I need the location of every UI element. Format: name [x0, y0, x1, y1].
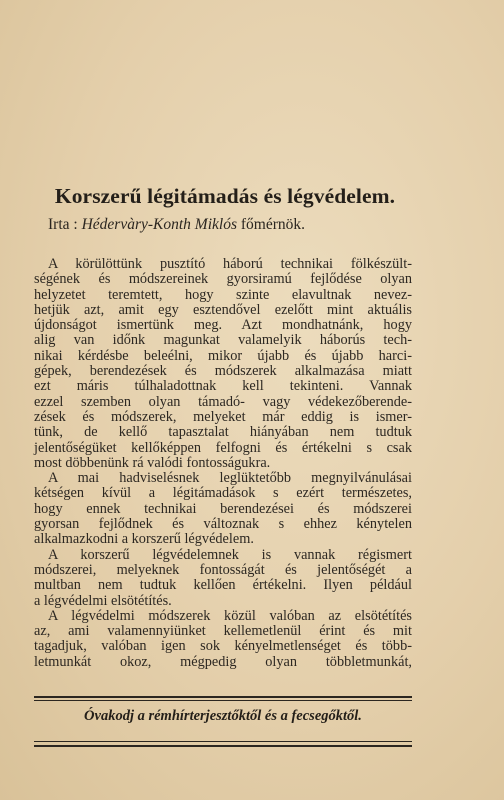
footer-rule-bottom-thin: [34, 741, 412, 742]
byline: [48, 216, 438, 234]
paragraph-line: jelentőségüket kellőképpen felfogni és értékelni s csak: [34, 439, 412, 456]
paragraph-line: újdonságot ismertünk meg. Azt mondhatnánk, hogy: [34, 317, 412, 334]
paragraph-line: gépek, berendezések és módszerek alkalmazása miatt: [34, 363, 412, 380]
footer-rule-bottom: [34, 745, 412, 747]
paragraph-line: most döbbenünk rá valódi fontosságukra.: [34, 454, 271, 471]
paragraph-line: módszerei, melyeknek fontosságát és jelentőségét a: [34, 561, 412, 578]
paragraph-line: A légvédelmi módszerek közül valóban az elsötétítés: [48, 607, 412, 624]
paragraph: [34, 471, 412, 547]
paragraph-line: kétségen kívül a légitámadások s ezért természetes,: [34, 485, 412, 502]
footer-rule-top-thin: [34, 700, 412, 701]
paragraph-line: tünk, de kellő tapasztalat hiányában nem tudtuk: [34, 424, 412, 441]
paragraph-line: nikai kérdésbe beleélni, mikor újabb és újabb harci-: [34, 347, 412, 364]
paragraph: [34, 609, 412, 670]
paragraph-line: zések és módszerek, melyeket már eddig is ismer-: [34, 408, 412, 425]
paragraph-line: helyzetet teremtett, hogy szinte elavultnak nevez-: [34, 286, 412, 303]
paragraph-line: hogy ennek technikai berendezései és módszerei: [34, 500, 412, 517]
footer-slogan: Óvakodj a rémhírterjesztőktől és a fecsegőktől.: [84, 708, 362, 724]
article-title: Korszerű légitámadás és légvédelem.: [54, 184, 396, 208]
paragraph-line: ségének és módszereinek gyorsiramú fejlődése olyan: [34, 271, 412, 288]
paragraph: [34, 257, 412, 471]
paragraph-line: alig van időnk magunkat valamelyik háborús tech-: [34, 332, 412, 349]
author-name: Hédervàry-Konth Miklós: [81, 216, 237, 233]
paragraph-line: ezt máris túlhaladottnak kell tekinteni. Vannak: [34, 378, 412, 395]
paragraph-line: alkalmazkodni a korszerű légvédelem.: [34, 531, 254, 548]
paragraph-line: A mai hadviselésnek leglüktetőbb megnyilvánulásai: [48, 470, 412, 487]
paragraph-line: hetjük azt, amit egy esztendővel ezelőtt mint aktuális: [34, 301, 412, 318]
paragraph-line: gyorsan fejlődnek és változnak s ehhez kénytelen: [34, 516, 412, 533]
paragraph-line: multban nem tudtuk kellően értékelni. Ilyen például: [34, 577, 412, 594]
article-body: [34, 257, 412, 670]
footer-rule-top: [34, 696, 412, 698]
author-title: főmérnök.: [240, 216, 305, 233]
paragraph-line: a légvédelmi elsötétítés.: [34, 592, 172, 609]
byline-prefix: Irta :: [48, 216, 78, 233]
paragraph-line: A körülöttünk pusztító háború technikai fölkészült-: [48, 256, 412, 272]
paragraph-line: A korszerű légvédelemnek is vannak régismert: [48, 546, 412, 563]
paragraph-line: ezzel szemben olyan támadó- vagy védekezőberende-: [34, 393, 412, 410]
paragraph-line: az, ami valamennyiünket kellemetlenül érint és mit: [34, 623, 412, 640]
paragraph-line: letmunkát okoz, mégpedig olyan többletmunkát,: [34, 653, 412, 670]
paragraph-line: tagadjuk, valóban igen sok kényelmetlenséget és több-: [34, 638, 412, 655]
paragraph: [34, 548, 412, 609]
